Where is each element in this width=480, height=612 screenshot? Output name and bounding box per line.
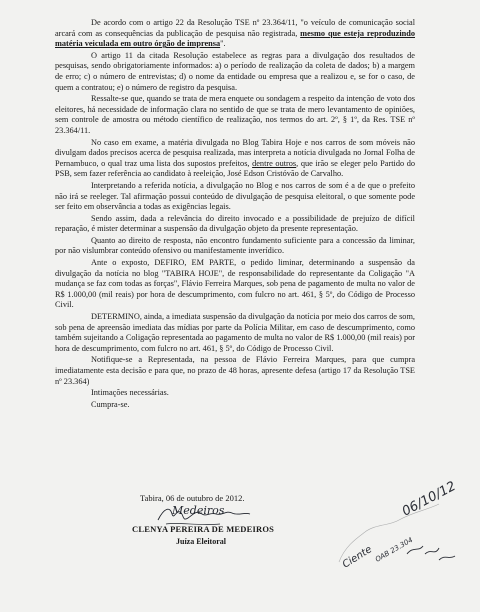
text-run: Interpretando a referida notícia, a divulgação no Blog e nos carros de som é a de que o prefeito não irá se reeleger. Tal afirmação possui conteúdo de divulgação de pesquisa eleitoral, o que somente pode ser feito em observância a todas as exigências legais.: [55, 180, 415, 212]
date-line: Tabira, 06 de outubro de 2012.: [140, 493, 245, 503]
text-run: O artigo 11 da citada Resolução estabelece as regras para a divulgação dos resultados de pesquisas, sendo obrigatoriamente informados: a) o período de realização da coleta de dados; b) a margem de erro; c) o número de entrevistas; d) o nome da entidade ou empresa que a realizou e, se for o caso, de quem a contratou; e) o número de registro da pesquisa.: [55, 50, 415, 92]
text-run: Ressalte-se que, quando se trata de mera enquete ou sondagem a respeito da intenção de voto dos eleitores, há necessidade de informação clara no sentido de que se trata de mero levantamento de opiniões, sem controle de amostra ou método científico de realização, nos termos do art. 2º, § 1º, da Res. TSE nº 23.364/11.: [55, 94, 415, 135]
signature-text: Medeiros: [172, 504, 225, 517]
handwritten-note-oab: OAB 23.304: [374, 535, 415, 564]
document-body: [55, 18, 415, 411]
paragraph-p7: [55, 236, 415, 257]
text-run: Quanto ao direito de resposta, não encontro fundamento suficiente para a concessão da liminar, por não vislumbrar conteúdo ofensivo ou manifestamente inverídico.: [55, 235, 415, 256]
text-run: Sendo assim, dada a relevância do direito invocado e a possibilidade de prejuízo de difícil reparação, é mister determinar a suspensão da divulgação objeto da presente representação.: [55, 213, 415, 234]
paragraph-p8: [55, 258, 415, 311]
text-run: ".: [220, 39, 226, 49]
handwritten-annotation: [335, 476, 465, 576]
paragraph-p9: [55, 312, 415, 354]
paragraph-p10: [55, 355, 415, 387]
paragraph-p2: [55, 51, 415, 93]
text-run: , que irão se eleger pelo Partido do PSB, sem fazer referência ao candidato à reeleição, José Edson Cristóvão de Carvalho.: [55, 158, 416, 179]
text-run: Intimações necessárias.: [91, 388, 169, 398]
paragraph-p11: [55, 388, 415, 399]
text-run: Notifique-se a Representada, na pessoa de Flávio Ferreira Marques, para que cumpra imediatamente esta decisão e para que, no prazo de 48 horas, apresente defesa (artigo 17 da Resolução TSE nº 23.364): [55, 355, 415, 386]
text-run: No caso em exame, a matéria divulgada no Blog Tabira Hoje e nos carros de som móveis não divulgam dados precisos acerca de pesquisa realizada, mas interpreta a notícia divulgada no Jornal Folha de Pernambuco, o qual traz uma lista dos supostos prefeitos,: [55, 137, 415, 168]
text-run: DETERMINO, ainda, a imediata suspensão da divulgação da notícia por meio dos carros de som, sob pena de apreensão imediata das mídias por parte da Polícia Militar, em caso de descumprimento, como também sujeitando a Coligação representada ao pagamento de multa no valor de R$ 1.000,00 (mil reais) por hora de descumprimento, com fulcro no art. 461, § 5º, do Código de Processo Civil.: [55, 312, 415, 353]
handwritten-note-ciente: Ciente: [340, 544, 375, 571]
paragraph-p1: [55, 18, 415, 50]
paragraph-p3: [55, 94, 415, 136]
paragraph-p4: [55, 138, 415, 180]
text-run: Ante o exposto, DEFIRO, EM PARTE, o pedido liminar, determinando a suspensão da divulgação da notícia no blog "TABIRA HOJE", de responsabilidade do representante da Coligação "A mudança se faz com todas as forças", Flávio Ferreira Marques, sob pena de pagamento de multa no valor de R$ 1.000,00 (mil reais) por hora de descumprimento, com fulcro no art. 461, § 5º, do Código de Processo Civil.: [55, 258, 415, 310]
signer-role: Juíza Eleitoral: [176, 537, 226, 546]
text-run: mesmo que esteja reproduzindo matéria veiculada em outro órgão de imprensa: [55, 28, 415, 49]
paragraph-p6: [55, 214, 415, 235]
handwritten-date: 06/10/12: [399, 478, 459, 520]
text-run: dentre outros: [252, 158, 297, 168]
signer-name: CLENYA PEREIRA DE MEDEIROS: [132, 524, 275, 534]
paragraph-p12: [55, 400, 415, 411]
paragraph-p5: [55, 181, 415, 213]
text-run: Cumpra-se.: [91, 399, 130, 409]
text-run: De acordo com o artigo 22 da Resolução TSE nº 23.364/11, "o veículo de comunicação social arcará com as consequências da publicação de pesquisa não registrada,: [55, 18, 415, 38]
